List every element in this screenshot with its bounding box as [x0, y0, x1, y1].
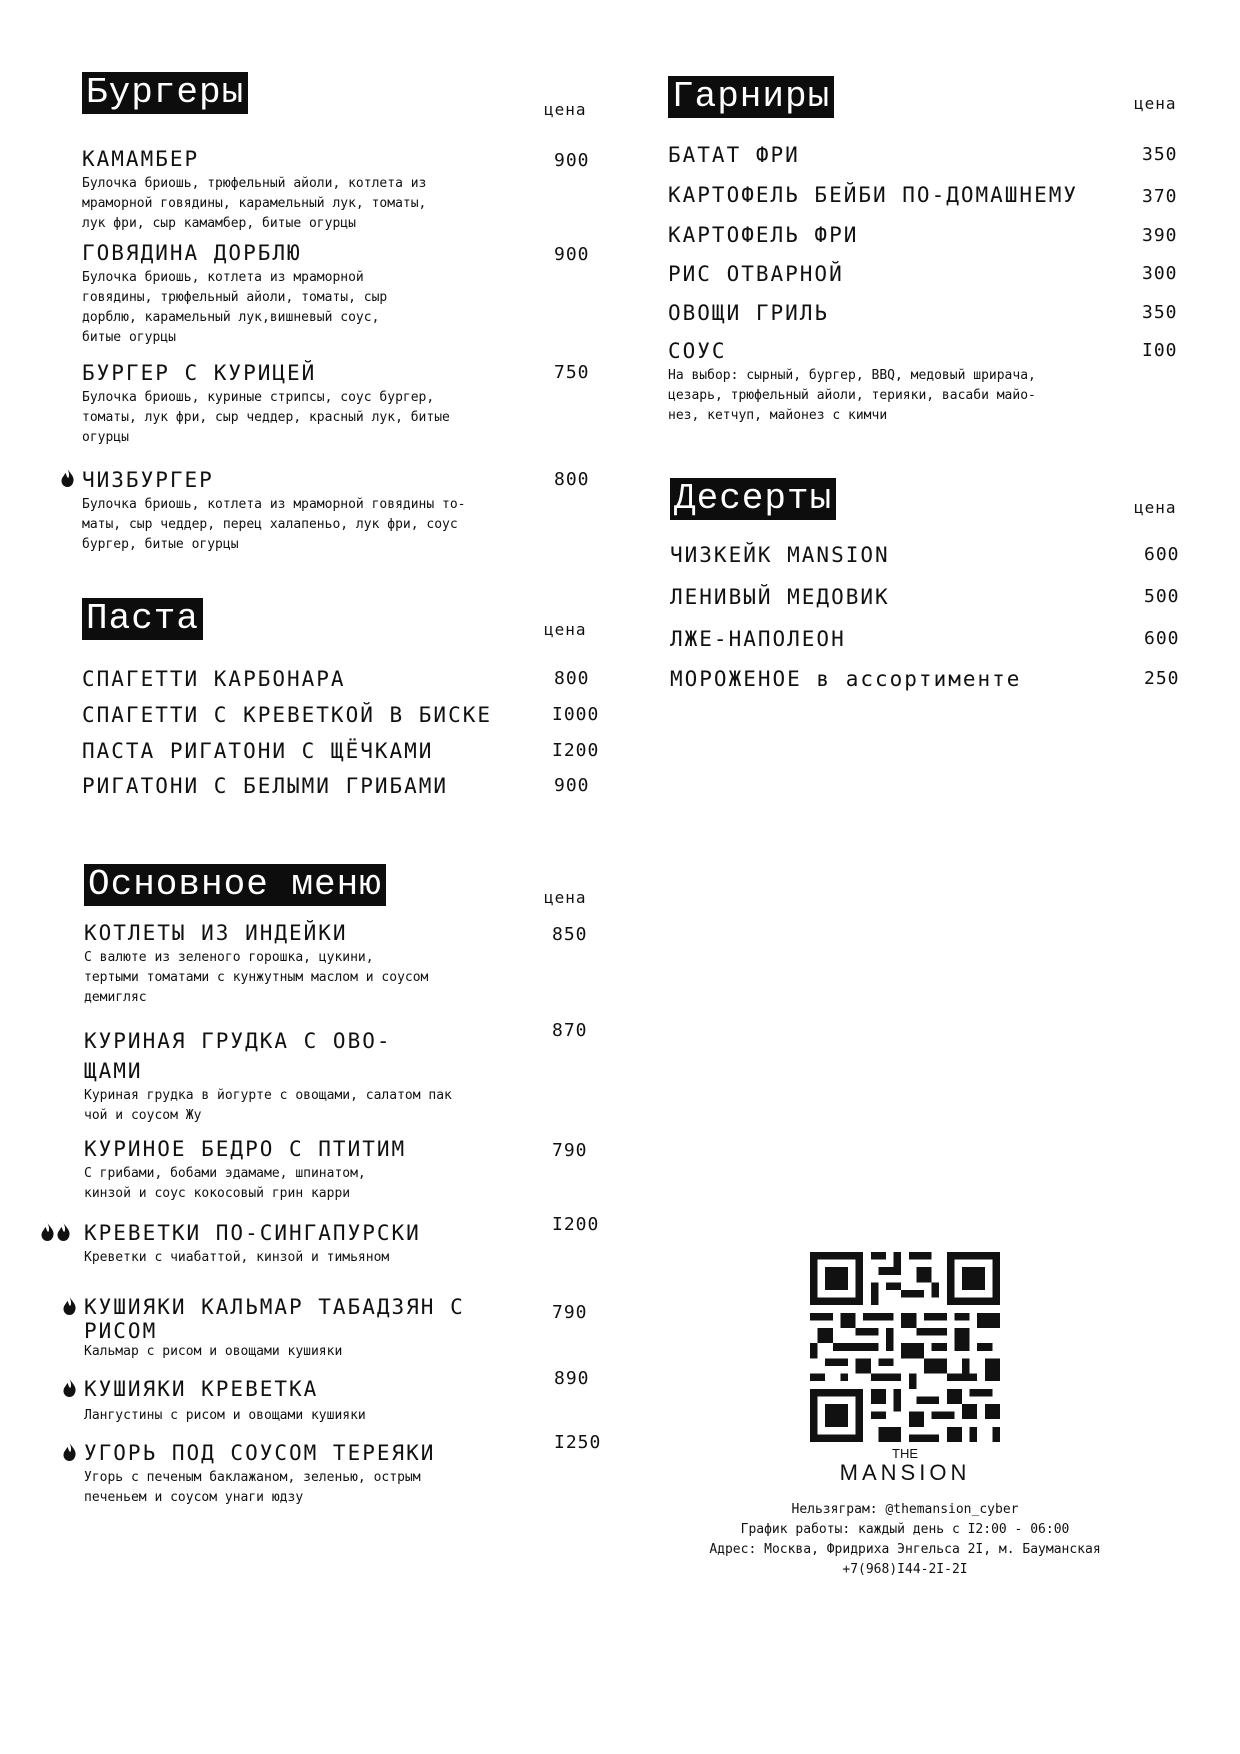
item-description: С грибами, бобами эдамаме, шпинатом, кинзой и соус кокосовый грин карри — [84, 1166, 366, 1201]
item-name: КУРИНАЯ ГРУДКА С ОВО- — [84, 1029, 392, 1053]
item-description: Кальмар с рисом и овощами кушияки — [84, 1344, 343, 1359]
item-name-continued: РИСОМ — [84, 1319, 158, 1343]
qr-code-icon — [810, 1252, 1000, 1442]
menu-item — [84, 1440, 435, 1508]
menu-item — [82, 738, 433, 765]
item-price: 350 — [1142, 302, 1178, 323]
spicy-indicator — [62, 1378, 77, 1398]
price-header: цена — [544, 620, 587, 639]
section-pasta — [82, 598, 602, 808]
menu-item — [82, 773, 448, 800]
telegram-contact: Нельзяграм: @themansion_cyber — [791, 1502, 1019, 1517]
item-name-continued: ЩАМИ — [84, 1059, 143, 1083]
item-name: ОВОЩИ ГРИЛЬ — [668, 301, 830, 325]
menu-item — [668, 182, 1078, 209]
item-price: 500 — [1144, 586, 1180, 607]
item-price: 600 — [1144, 628, 1180, 649]
item-description: Булочка бриошь, котлета из мраморной говядины, трюфельный айоли, томаты, сыр дорблю, карамельный лук,вишневый соус, битые огурцы — [82, 270, 388, 345]
item-price: 900 — [554, 775, 590, 796]
opening-hours: График работы: каждый день с I2:00 - 06:00 — [740, 1522, 1070, 1537]
item-name: КОТЛЕТЫ ИЗ ИНДЕЙКИ — [84, 921, 348, 945]
menu-item — [670, 626, 846, 653]
item-name: ЛЕНИВЫЙ МЕДОВИК — [670, 585, 890, 609]
menu-item — [82, 467, 466, 555]
section-main-menu — [84, 864, 604, 1514]
item-price: I00 — [1142, 340, 1178, 361]
section-title-burgers: Бургеры — [82, 72, 248, 114]
menu-item — [84, 1294, 465, 1362]
price-header: цена — [544, 888, 587, 907]
section-desserts — [670, 478, 1190, 698]
item-description: Булочка бриошь, котлета из мраморной говядины то- маты, сыр чеддер, перец халапеньо, лук фри, соус бургер, битые огурцы — [82, 497, 466, 552]
item-price: 390 — [1142, 225, 1178, 246]
item-name: СПАГЕТТИ КАРБОНАРА — [82, 667, 346, 691]
menu-item — [670, 666, 1021, 693]
menu-item — [670, 584, 890, 611]
flame-icon — [62, 1296, 77, 1316]
item-price: 250 — [1144, 668, 1180, 689]
item-name: ГОВЯДИНА ДОРБЛЮ — [82, 241, 302, 265]
item-name: КУШИЯКИ КРЕВЕТКА — [84, 1377, 319, 1401]
spicy-indicator — [62, 1442, 77, 1462]
contacts-block — [690, 1500, 1120, 1580]
item-price: 600 — [1144, 544, 1180, 565]
item-description: Куриная грудка в йогурте с овощами, салатом пак чой и соусом Жу — [84, 1088, 452, 1123]
item-name: КУРИНОЕ БЕДРО С ПТИТИМ — [84, 1137, 407, 1161]
menu-item — [82, 702, 492, 729]
section-title-desserts: Десерты — [670, 478, 836, 520]
menu-item — [84, 1028, 452, 1126]
item-name: КАРТОФЕЛЬ БЕЙБИ ПО-ДОМАШНЕМУ — [668, 183, 1079, 207]
spicy-indicator — [40, 1222, 71, 1242]
section-sides — [668, 76, 1188, 436]
spicy-indicator — [60, 468, 75, 488]
menu-item — [84, 1136, 406, 1204]
item-name: КУШИЯКИ КАЛЬМАР ТАБАДЗЯН С — [84, 1295, 465, 1319]
flame-icon — [62, 1378, 77, 1398]
logo-the: THE — [892, 1446, 918, 1461]
menu-item — [82, 360, 450, 448]
item-name: ЧИЗБУРГЕР — [82, 468, 214, 492]
item-name: ЧИЗКЕЙК MANSION — [670, 543, 890, 567]
item-price: 750 — [554, 362, 590, 383]
item-name: СОУС — [668, 339, 727, 363]
flame-icon — [60, 468, 75, 488]
item-name: ПАСТА РИГАТОНИ С ЩЁЧКАМИ — [82, 739, 434, 763]
item-price: 890 — [554, 1368, 590, 1389]
item-name: КАМАМБЕР — [82, 147, 200, 171]
menu-item — [84, 1376, 366, 1426]
spicy-indicator — [62, 1296, 77, 1316]
menu-item — [82, 666, 346, 693]
item-price: 800 — [554, 469, 590, 490]
item-price: I250 — [554, 1432, 602, 1453]
menu-item — [668, 222, 858, 249]
item-price: 800 — [554, 668, 590, 689]
menu-item — [670, 542, 890, 569]
price-header: цена — [1134, 94, 1177, 113]
section-title-pasta: Паста — [82, 598, 203, 640]
item-price: I000 — [552, 704, 600, 725]
item-description: Лангустины с рисом и овощами кушияки — [84, 1408, 366, 1423]
item-description: Булочка бриошь, куриные стрипсы, соус бургер, томаты, лук фри, сыр чеддер, красный лук, битые огурцы — [82, 390, 450, 445]
item-price: 350 — [1142, 144, 1178, 165]
item-name: УГОРЬ ПОД СОУСОМ ТЕРЕЯКИ — [84, 1441, 436, 1465]
menu-item — [84, 920, 428, 1008]
logo-mansion: MANSION — [839, 1460, 971, 1485]
item-name: КРЕВЕТКИ ПО-СИНГАПУРСКИ — [84, 1221, 421, 1245]
item-price: 900 — [554, 244, 590, 265]
item-price: 870 — [552, 1020, 588, 1041]
item-name: КАРТОФЕЛЬ ФРИ — [668, 223, 859, 247]
menu-item — [82, 240, 387, 348]
item-name: ЛЖЕ-НАПОЛЕОН — [670, 627, 846, 651]
address: Адрес: Москва, Фридриха Энгельса 2I, м. Бауманская — [709, 1542, 1101, 1557]
price-header: цена — [544, 100, 587, 119]
section-burgers — [82, 72, 602, 552]
flame-icon — [56, 1222, 71, 1242]
item-name: БУРГЕР С КУРИЦЕЙ — [82, 361, 317, 385]
phone-number: +7(968)I44-2I-2I — [842, 1562, 968, 1577]
item-price: I200 — [552, 740, 600, 761]
flame-icon — [40, 1222, 55, 1242]
item-price: 370 — [1142, 186, 1178, 207]
item-price: 790 — [552, 1302, 588, 1323]
section-title-sides: Гарниры — [668, 76, 834, 118]
item-description: С валюте из зеленого горошка, цукини, тертыми томатами с кунжутным маслом и соусом демигляс — [84, 950, 429, 1005]
menu-item — [668, 300, 829, 327]
item-price: 790 — [552, 1140, 588, 1161]
item-description: На выбор: сырный, бургер, BBQ, медовый шрирача, цезарь, трюфельный айоли, терияки, васаби майо- нез, кетчуп, майонез с кимчи — [668, 368, 1036, 423]
item-name: РИС ОТВАРНОЙ — [668, 262, 844, 286]
price-header: цена — [1134, 498, 1177, 517]
item-price: 900 — [554, 150, 590, 171]
menu-item — [668, 142, 800, 169]
menu-item — [84, 1220, 421, 1268]
item-price: 300 — [1142, 263, 1178, 284]
item-price: 850 — [552, 924, 588, 945]
item-name: РИГАТОНИ С БЕЛЫМИ ГРИБАМИ — [82, 774, 449, 798]
item-name: МОРОЖЕНОЕ в ассортименте — [670, 667, 1022, 691]
item-price: I200 — [552, 1214, 600, 1235]
item-description: Булочка бриошь, трюфельный айоли, котлета из мраморной говядины, карамельный лук, томаты, лук фри, сыр камамбер, битые огурцы — [82, 176, 427, 231]
menu-item — [668, 338, 1036, 426]
item-name: БАТАТ ФРИ — [668, 143, 800, 167]
menu-item — [82, 146, 426, 234]
item-description: Угорь с печеным баклажаном, зеленью, острым печеньем и соусом унаги юдзу — [84, 1470, 421, 1505]
menu-item — [668, 261, 844, 288]
item-description: Креветки с чиабаттой, кинзой и тимьяном — [84, 1250, 390, 1265]
section-title-main-menu: Основное меню — [84, 864, 386, 906]
flame-icon — [62, 1442, 77, 1462]
item-name: СПАГЕТТИ С КРЕВЕТКОЙ В БИСКЕ — [82, 703, 493, 727]
